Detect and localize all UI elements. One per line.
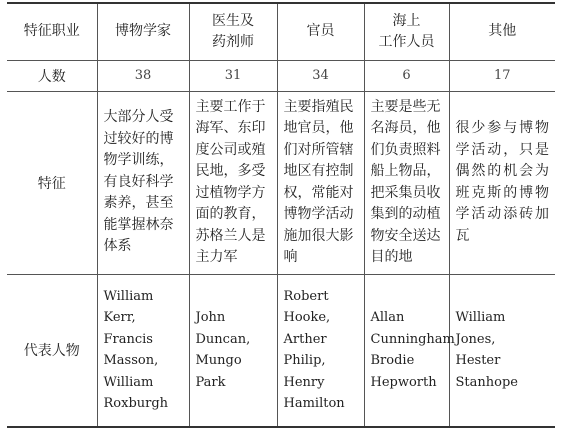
header-doctor-pharmacist: 医生及 药剂师 — [189, 3, 277, 60]
people-names-other: William Jones, Hester Stanhope — [455, 310, 518, 390]
people-cell-sea-worker — [364, 274, 455, 427]
people-names-doctor-pharmacist: John Duncan, Mungo Park — [195, 310, 251, 390]
count-row-label: 人数 — [7, 60, 97, 91]
people-cell-doctor-pharmacist — [189, 274, 277, 427]
header-sea-worker: 海上 工作人员 — [364, 3, 449, 60]
count-other: 17 — [449, 60, 555, 91]
feature-text-naturalist: 大部分人受过较好的博物学训练，有良好科学素养，甚至能掌握林奈体系 — [103, 109, 174, 255]
count-official: 34 — [277, 60, 364, 91]
feature-cell-naturalist — [97, 91, 189, 274]
count-doctor-pharmacist: 31 — [189, 60, 277, 91]
people-names-naturalist: William Kerr, Francis Masson, William Roxburgh — [103, 288, 169, 412]
count-sea-worker: 6 — [364, 60, 449, 91]
header-other: 其他 — [449, 3, 555, 60]
feature-cell-other — [449, 91, 555, 274]
feature-cell-sea-worker — [364, 91, 449, 274]
feature-cell-doctor-pharmacist — [189, 91, 277, 274]
feature-text-official: 主要指殖民地官员，他们对所管辖地区有控制权，常能对博物学活动施加很大影响 — [283, 98, 354, 265]
header-profession: 特征职业 — [7, 3, 97, 60]
feature-text-sea-worker: 主要是些无名海员，他们负责照料船上物品，把采集员收集到的动植物安全送达目的地 — [370, 98, 441, 265]
people-names-official: Robert Hooke, Arther Philip, Henry Hamilton — [283, 288, 345, 412]
people-row — [7, 274, 555, 427]
people-cell-other — [449, 274, 555, 427]
count-row — [7, 60, 555, 91]
people-names-sea-worker: Allan Cunningham Brodie Hepworth — [370, 310, 455, 390]
people-cell-official — [277, 274, 364, 427]
header-row — [7, 3, 555, 60]
header-official: 官员 — [277, 3, 364, 60]
feature-text-other: 很少参与博物学活动，只是偶然的机会为班克斯的博物学活动添砖加瓦 — [455, 120, 549, 244]
people-row-label: 代表人物 — [7, 274, 97, 427]
header-naturalist: 博物学家 — [97, 3, 189, 60]
people-cell-naturalist — [97, 274, 189, 427]
feature-cell-official — [277, 91, 364, 274]
profession-table — [7, 2, 555, 428]
feature-row-label: 特征 — [7, 91, 97, 274]
feature-text-doctor-pharmacist: 主要工作于海军、东印度公司或殖民地，多受过植物学方面的教育，苏格兰人是主力军 — [195, 98, 266, 265]
feature-row — [7, 91, 555, 274]
count-naturalist: 38 — [97, 60, 189, 91]
